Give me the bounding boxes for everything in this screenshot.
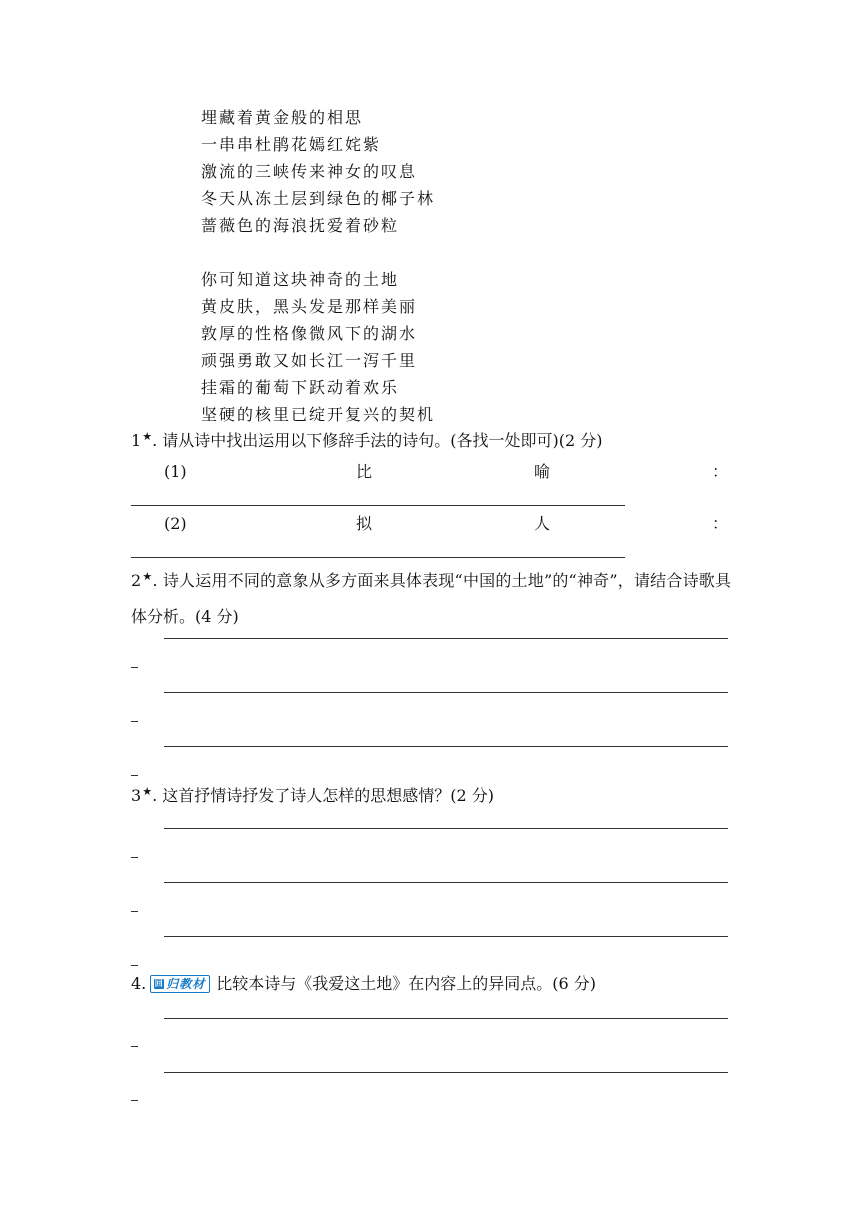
- stanza-gap: [201, 239, 601, 266]
- poem-line: 蔷薇色的海浪抚爱着砂粒: [201, 216, 400, 235]
- answer-line[interactable]: [131, 557, 625, 558]
- question-number: 1: [131, 431, 142, 450]
- poem-line: 埋藏着黄金般的相思: [201, 108, 364, 127]
- sub-question-number: (2): [164, 514, 187, 533]
- line-dash: [131, 911, 138, 912]
- star-icon: ★: [142, 785, 153, 798]
- question-2: [131, 564, 731, 634]
- line-dash: [131, 965, 138, 966]
- badge-label: 归教材: [166, 976, 206, 991]
- line-dash: [131, 721, 138, 722]
- star-icon: ★: [142, 430, 153, 443]
- question-text: 比较本诗与《我爱这土地》在内容上的异同点。(6 分): [216, 974, 597, 993]
- line-dash: [131, 1046, 138, 1047]
- question-4: [131, 971, 596, 997]
- question-number: 2: [131, 571, 142, 590]
- poem-line: 坚硬的核里已绽开复兴的契机: [201, 405, 436, 424]
- answer-line[interactable]: [164, 828, 728, 829]
- poem: [201, 104, 601, 428]
- star-icon: ★: [142, 570, 153, 583]
- colon: ：: [712, 462, 729, 481]
- line-dash: [131, 1100, 138, 1101]
- question-number: 4.: [131, 974, 147, 993]
- answer-line[interactable]: [131, 505, 625, 506]
- question-3: [131, 783, 494, 811]
- rhetoric-char: 喻: [534, 462, 551, 481]
- question-number: 3: [131, 786, 142, 805]
- poem-line: 顽强勇敢又如长江一泻千里: [201, 351, 418, 370]
- answer-line[interactable]: [164, 1018, 728, 1019]
- return-to-textbook-badge: [150, 975, 210, 993]
- poem-line: 你可知道这块神奇的土地: [201, 270, 400, 289]
- question-text: . 诗人运用不同的意象从多方面来具体表现“中国的土地”的“神奇”，请结合诗歌具体分析。(4 分): [131, 571, 731, 626]
- poem-line: 黄皮肤，黑头发是那样美丽: [201, 297, 418, 316]
- line-dash: [131, 857, 138, 858]
- poem-line: 一串串杜鹃花嫣红姹紫: [201, 135, 382, 154]
- rhetoric-char: 拟: [356, 514, 373, 533]
- rhetoric-char: 比: [356, 462, 373, 481]
- sub-question-number: (1): [164, 462, 187, 481]
- colon: ：: [712, 514, 729, 533]
- answer-line[interactable]: [164, 638, 728, 639]
- rhetoric-char: 人: [534, 514, 551, 533]
- answer-line[interactable]: [164, 936, 728, 937]
- question-1: [131, 428, 602, 456]
- poem-line: 冬天从冻土层到绿色的椰子林: [201, 189, 436, 208]
- answer-line[interactable]: [164, 882, 728, 883]
- line-dash: [131, 775, 138, 776]
- question-text: . 这首抒情诗抒发了诗人怎样的思想感情？(2 分): [152, 786, 494, 805]
- poem-line: 激流的三峡传来神女的叹息: [201, 162, 418, 181]
- answer-line[interactable]: [164, 746, 728, 747]
- poem-line: 敦厚的性格像微风下的湖水: [201, 324, 418, 343]
- badge-square-icon: 回: [154, 979, 164, 988]
- poem-line: 挂霜的葡萄下跃动着欢乐: [201, 378, 400, 397]
- answer-line[interactable]: [164, 692, 728, 693]
- answer-line[interactable]: [164, 1072, 728, 1073]
- question-text: . 请从诗中找出运用以下修辞手法的诗句。(各找一处即可)(2 分): [152, 431, 603, 450]
- line-dash: [131, 667, 138, 668]
